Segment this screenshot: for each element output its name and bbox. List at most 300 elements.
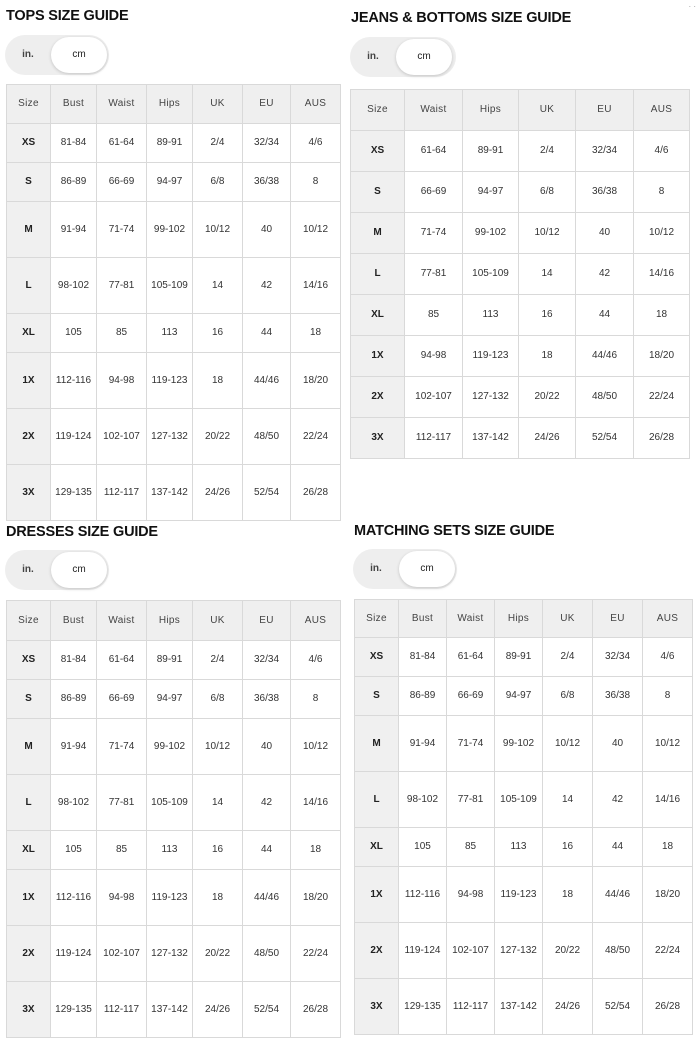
table-row [7,641,341,680]
measurement-cell: 94-97 [147,163,193,202]
measurement-cell: 18 [634,295,690,336]
size-label-cell: 3X [355,979,399,1035]
jeans-unit-cm-option[interactable]: cm [396,39,452,75]
measurement-cell: 102-107 [97,926,147,982]
measurement-cell: 4/6 [634,131,690,172]
measurement-cell: 18/20 [643,867,693,923]
measurement-cell: 52/54 [593,979,643,1035]
measurement-cell: 77-81 [405,254,463,295]
size-label-cell: 1X [351,336,405,377]
measurement-cell: 99-102 [147,719,193,775]
measurement-cell: 61-64 [405,131,463,172]
measurement-cell: 105-109 [147,775,193,831]
measurement-cell: 112-116 [51,353,97,409]
column-header-bust: Bust [51,601,97,641]
measurement-cell: 119-124 [51,926,97,982]
table-row [355,716,693,772]
size-label-cell: S [7,680,51,719]
measurement-cell: 10/12 [634,213,690,254]
measurement-cell: 44 [576,295,634,336]
column-header-eu: EU [243,601,291,641]
sets-unit-cm-option[interactable]: cm [399,551,455,587]
column-header-aus: AUS [291,85,341,124]
table-header-row [351,90,690,131]
size-label-cell: XS [355,638,399,677]
table-row [7,124,341,163]
measurement-cell: 20/22 [193,926,243,982]
measurement-cell: 137-142 [495,979,543,1035]
measurement-cell: 98-102 [51,258,97,314]
tops-unit-toggle[interactable] [5,35,109,75]
table-row [7,258,341,314]
measurement-cell: 66-69 [97,163,147,202]
measurement-cell: 40 [243,202,291,258]
measurement-cell: 24/26 [193,982,243,1038]
tops-unit-cm-option[interactable]: cm [51,37,107,73]
table-row [355,772,693,828]
measurement-cell: 94-97 [495,677,543,716]
measurement-cell: 71-74 [97,202,147,258]
measurement-cell: 44/46 [243,353,291,409]
measurement-cell: 113 [147,831,193,870]
measurement-cell: 98-102 [399,772,447,828]
jeans-guide-title: JEANS & BOTTOMS SIZE GUIDE [351,10,572,26]
jeans-size-table [350,89,690,459]
table-row [355,923,693,979]
measurement-cell: 105 [51,314,97,353]
measurement-cell: 129-135 [51,982,97,1038]
measurement-cell: 14 [519,254,576,295]
table-row [7,163,341,202]
measurement-cell: 112-116 [51,870,97,926]
size-label-cell: XS [7,641,51,680]
measurement-cell: 36/38 [243,163,291,202]
measurement-cell: 18 [193,870,243,926]
size-label-cell: XS [351,131,405,172]
size-label-cell: M [351,213,405,254]
table-row [351,295,690,336]
measurement-cell: 91-94 [51,719,97,775]
measurement-cell: 2/4 [193,641,243,680]
size-label-cell: 1X [355,867,399,923]
size-label-cell: 1X [7,870,51,926]
size-label-cell: 2X [7,409,51,465]
column-header-size: Size [355,600,399,638]
column-header-aus: AUS [643,600,693,638]
measurement-cell: 137-142 [147,982,193,1038]
measurement-cell: 77-81 [97,258,147,314]
dresses-unit-cm-option[interactable]: cm [51,552,107,588]
measurement-cell: 6/8 [519,172,576,213]
column-header-hips: Hips [147,85,193,124]
measurement-cell: 2/4 [193,124,243,163]
measurement-cell: 2/4 [519,131,576,172]
measurement-cell: 2/4 [543,638,593,677]
measurement-cell: 42 [243,775,291,831]
measurement-cell: 94-98 [97,353,147,409]
column-header-waist: Waist [97,601,147,641]
measurement-cell: 102-107 [97,409,147,465]
table-header-row [7,85,341,124]
measurement-cell: 24/26 [519,418,576,459]
table-row [7,831,341,870]
dresses-unit-inches-option[interactable]: in. [22,564,34,575]
measurement-cell: 119-124 [51,409,97,465]
dresses-guide-title: DRESSES SIZE GUIDE [6,524,158,540]
measurement-cell: 89-91 [147,641,193,680]
measurement-cell: 22/24 [291,409,341,465]
table-row [7,775,341,831]
measurement-cell: 18 [643,828,693,867]
measurement-cell: 61-64 [97,641,147,680]
table-row [7,314,341,353]
measurement-cell: 24/26 [193,465,243,521]
column-header-hips: Hips [495,600,543,638]
measurement-cell: 112-117 [97,465,147,521]
measurement-cell: 44 [243,314,291,353]
column-header-hips: Hips [147,601,193,641]
measurement-cell: 112-117 [97,982,147,1038]
measurement-cell: 94-97 [147,680,193,719]
measurement-cell: 22/24 [291,926,341,982]
table-row [355,867,693,923]
measurement-cell: 32/34 [243,641,291,680]
measurement-cell: 52/54 [243,982,291,1038]
measurement-cell: 42 [243,258,291,314]
measurement-cell: 77-81 [447,772,495,828]
measurement-cell: 112-117 [447,979,495,1035]
measurement-cell: 105-109 [147,258,193,314]
table-row [7,870,341,926]
size-label-cell: XL [351,295,405,336]
tops-unit-inches-option[interactable]: in. [22,49,34,60]
measurement-cell: 89-91 [495,638,543,677]
size-label-cell: 3X [7,982,51,1038]
size-label-cell: S [7,163,51,202]
measurement-cell: 42 [576,254,634,295]
measurement-cell: 16 [193,831,243,870]
measurement-cell: 129-135 [399,979,447,1035]
measurement-cell: 22/24 [643,923,693,979]
measurement-cell: 81-84 [399,638,447,677]
measurement-cell: 18 [543,867,593,923]
measurement-cell: 10/12 [193,202,243,258]
measurement-cell: 44 [593,828,643,867]
measurement-cell: 18 [291,314,341,353]
measurement-cell: 6/8 [193,680,243,719]
column-header-bust: Bust [399,600,447,638]
measurement-cell: 94-98 [97,870,147,926]
measurement-cell: 91-94 [51,202,97,258]
size-label-cell: 2X [7,926,51,982]
measurement-cell: 89-91 [463,131,519,172]
measurement-cell: 6/8 [543,677,593,716]
column-header-uk: UK [519,90,576,131]
table-row [351,213,690,254]
measurement-cell: 36/38 [593,677,643,716]
measurement-cell: 105-109 [495,772,543,828]
measurement-cell: 14/16 [634,254,690,295]
size-label-cell: 2X [355,923,399,979]
measurement-cell: 112-116 [399,867,447,923]
measurement-cell: 102-107 [405,377,463,418]
measurement-cell: 48/50 [593,923,643,979]
measurement-cell: 113 [147,314,193,353]
column-header-bust: Bust [51,85,97,124]
measurement-cell: 127-132 [495,923,543,979]
size-label-cell: L [351,254,405,295]
sets-unit-toggle[interactable] [353,549,457,589]
measurement-cell: 85 [405,295,463,336]
size-label-cell: M [7,202,51,258]
table-row [355,638,693,677]
measurement-cell: 14/16 [291,775,341,831]
measurement-cell: 22/24 [634,377,690,418]
table-row [351,254,690,295]
table-row [351,377,690,418]
table-row [351,172,690,213]
size-label-cell: 1X [7,353,51,409]
table-row [7,926,341,982]
measurement-cell: 119-123 [147,353,193,409]
table-row [355,828,693,867]
measurement-cell: 98-102 [51,775,97,831]
measurement-cell: 48/50 [243,409,291,465]
size-label-cell: S [351,172,405,213]
measurement-cell: 36/38 [576,172,634,213]
measurement-cell: 85 [97,831,147,870]
measurement-cell: 14 [193,258,243,314]
measurement-cell: 112-117 [405,418,463,459]
measurement-cell: 127-132 [463,377,519,418]
measurement-cell: 4/6 [291,124,341,163]
measurement-cell: 14 [193,775,243,831]
measurement-cell: 16 [193,314,243,353]
measurement-cell: 113 [463,295,519,336]
measurement-cell: 44/46 [243,870,291,926]
column-header-size: Size [7,601,51,641]
table-row [7,409,341,465]
measurement-cell: 71-74 [447,716,495,772]
column-header-uk: UK [193,601,243,641]
measurement-cell: 71-74 [97,719,147,775]
column-header-waist: Waist [405,90,463,131]
measurement-cell: 20/22 [543,923,593,979]
measurement-cell: 8 [291,680,341,719]
measurement-cell: 66-69 [405,172,463,213]
tops-size-table [6,84,341,521]
measurement-cell: 127-132 [147,409,193,465]
measurement-cell: 89-91 [147,124,193,163]
column-header-size: Size [351,90,405,131]
measurement-cell: 16 [519,295,576,336]
table-row [7,465,341,521]
measurement-cell: 6/8 [193,163,243,202]
measurement-cell: 66-69 [447,677,495,716]
measurement-cell: 40 [593,716,643,772]
measurement-cell: 61-64 [97,124,147,163]
table-header-row [7,601,341,641]
size-label-cell: XL [7,831,51,870]
measurement-cell: 10/12 [519,213,576,254]
measurement-cell: 20/22 [519,377,576,418]
size-label-cell: S [355,677,399,716]
size-label-cell: L [355,772,399,828]
measurement-cell: 8 [291,163,341,202]
measurement-cell: 44/46 [576,336,634,377]
column-header-eu: EU [576,90,634,131]
measurement-cell: 4/6 [643,638,693,677]
size-label-cell: L [7,258,51,314]
measurement-cell: 113 [495,828,543,867]
size-label-cell: XL [355,828,399,867]
column-header-waist: Waist [447,600,495,638]
column-header-aus: AUS [291,601,341,641]
column-header-waist: Waist [97,85,147,124]
jeans-unit-inches-option[interactable]: in. [367,51,379,62]
measurement-cell: 52/54 [576,418,634,459]
measurement-cell: 129-135 [51,465,97,521]
measurement-cell: 105-109 [463,254,519,295]
size-label-cell: XS [7,124,51,163]
table-row [355,677,693,716]
jeans-unit-toggle[interactable] [350,37,456,77]
measurement-cell: 18 [193,353,243,409]
size-label-cell: XL [7,314,51,353]
measurement-cell: 26/28 [634,418,690,459]
measurement-cell: 8 [643,677,693,716]
measurement-cell: 85 [447,828,495,867]
measurement-cell: 10/12 [291,719,341,775]
measurement-cell: 127-132 [147,926,193,982]
measurement-cell: 10/12 [643,716,693,772]
measurement-cell: 32/34 [593,638,643,677]
measurement-cell: 86-89 [51,163,97,202]
measurement-cell: 18/20 [291,353,341,409]
measurement-cell: 8 [634,172,690,213]
table-row [351,131,690,172]
measurement-cell: 99-102 [463,213,519,254]
size-label-cell: 3X [351,418,405,459]
size-label-cell: 2X [351,377,405,418]
measurement-cell: 42 [593,772,643,828]
sets-size-table [354,599,693,1035]
measurement-cell: 44/46 [593,867,643,923]
measurement-cell: 81-84 [51,124,97,163]
measurement-cell: 119-124 [399,923,447,979]
measurement-cell: 32/34 [243,124,291,163]
measurement-cell: 10/12 [291,202,341,258]
table-header-row [355,600,693,638]
measurement-cell: 81-84 [51,641,97,680]
measurement-cell: 36/38 [243,680,291,719]
size-label-cell: M [355,716,399,772]
measurement-cell: 66-69 [97,680,147,719]
measurement-cell: 94-97 [463,172,519,213]
measurement-cell: 44 [243,831,291,870]
measurement-cell: 105 [51,831,97,870]
measurement-cell: 99-102 [147,202,193,258]
measurement-cell: 32/34 [576,131,634,172]
measurement-cell: 18 [519,336,576,377]
column-header-size: Size [7,85,51,124]
table-row [351,336,690,377]
measurement-cell: 48/50 [243,926,291,982]
column-header-uk: UK [193,85,243,124]
measurement-cell: 119-123 [463,336,519,377]
table-row [7,680,341,719]
measurement-cell: 85 [97,314,147,353]
measurement-cell: 71-74 [405,213,463,254]
sets-unit-inches-option[interactable]: in. [370,563,382,574]
measurement-cell: 26/28 [643,979,693,1035]
column-header-hips: Hips [463,90,519,131]
measurement-cell: 10/12 [193,719,243,775]
measurement-cell: 10/12 [543,716,593,772]
measurement-cell: 52/54 [243,465,291,521]
measurement-cell: 40 [576,213,634,254]
measurement-cell: 137-142 [147,465,193,521]
column-header-eu: EU [593,600,643,638]
measurement-cell: 48/50 [576,377,634,418]
measurement-cell: 18/20 [634,336,690,377]
measurement-cell: 91-94 [399,716,447,772]
column-header-eu: EU [243,85,291,124]
dresses-unit-toggle[interactable] [5,550,109,590]
measurement-cell: 119-123 [495,867,543,923]
measurement-cell: 137-142 [463,418,519,459]
table-row [7,202,341,258]
measurement-cell: 18/20 [291,870,341,926]
measurement-cell: 86-89 [399,677,447,716]
tops-guide-title: TOPS SIZE GUIDE [6,8,129,24]
measurement-cell: 14/16 [643,772,693,828]
table-row [355,979,693,1035]
measurement-cell: 105 [399,828,447,867]
measurement-cell: 94-98 [405,336,463,377]
measurement-cell: 26/28 [291,465,341,521]
measurement-cell: 14 [543,772,593,828]
measurement-cell: 4/6 [291,641,341,680]
measurement-cell: 14/16 [291,258,341,314]
measurement-cell: 18 [291,831,341,870]
measurement-cell: 40 [243,719,291,775]
size-label-cell: 3X [7,465,51,521]
table-row [7,719,341,775]
measurement-cell: 61-64 [447,638,495,677]
measurement-cell: 119-123 [147,870,193,926]
size-label-cell: L [7,775,51,831]
measurement-cell: 102-107 [447,923,495,979]
sets-guide-title: MATCHING SETS SIZE GUIDE [354,523,555,539]
measurement-cell: 16 [543,828,593,867]
size-label-cell: M [7,719,51,775]
measurement-cell: 20/22 [193,409,243,465]
column-header-aus: AUS [634,90,690,131]
measurement-cell: 86-89 [51,680,97,719]
table-row [351,418,690,459]
measurement-cell: 77-81 [97,775,147,831]
table-row [7,982,341,1038]
dresses-size-table [6,600,341,1038]
measurement-cell: 99-102 [495,716,543,772]
measurement-cell: 26/28 [291,982,341,1038]
measurement-cell: 94-98 [447,867,495,923]
table-row [7,353,341,409]
corner-mark: · · [688,2,696,11]
measurement-cell: 24/26 [543,979,593,1035]
column-header-uk: UK [543,600,593,638]
